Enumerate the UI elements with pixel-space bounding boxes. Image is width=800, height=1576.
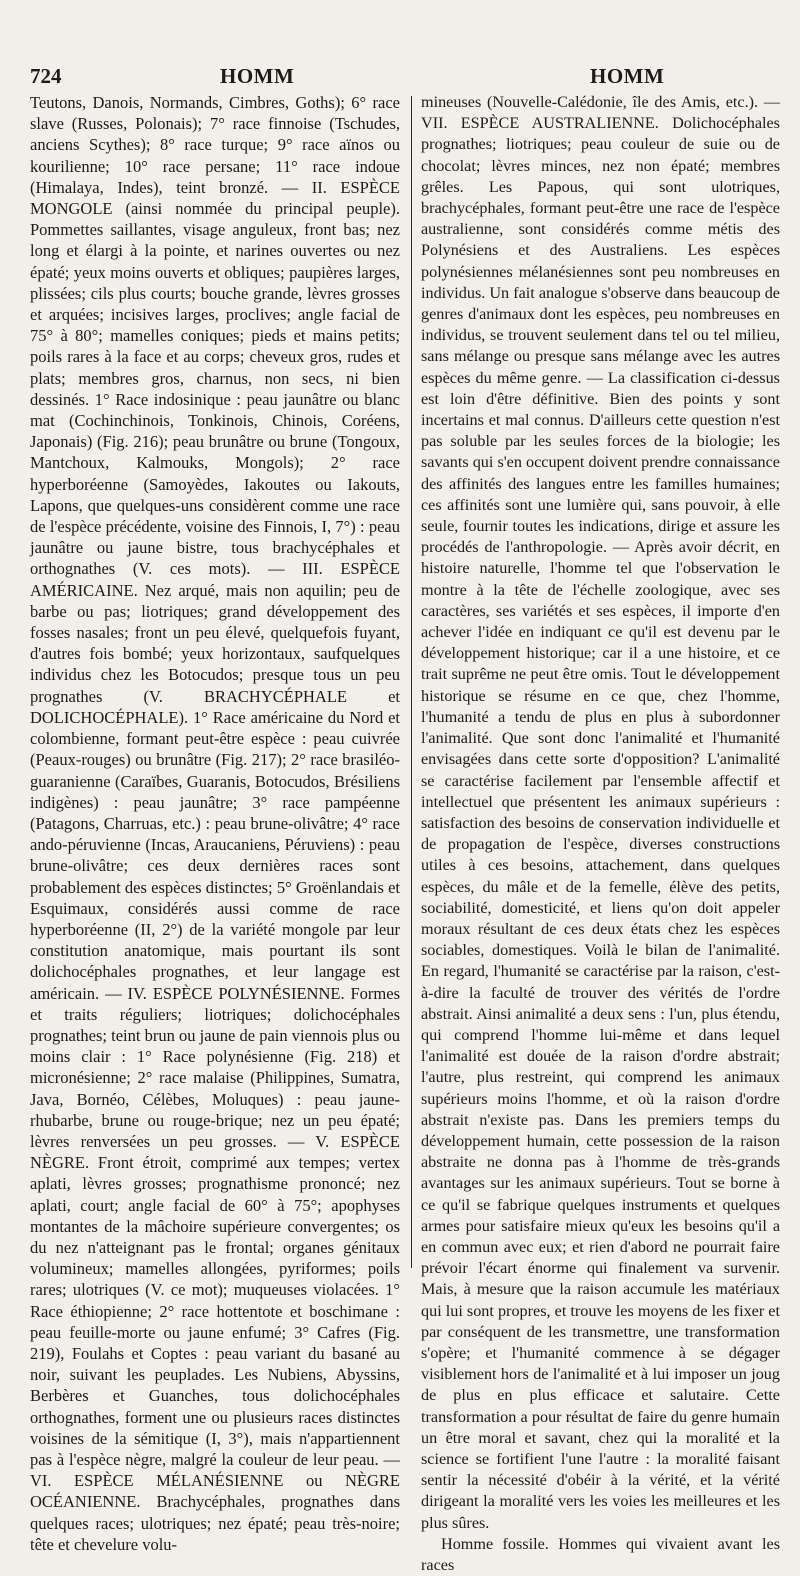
left-column-text: Teutons, Danois, Normands, Cimbres, Goths); 6° race slave (Russes, Polonais); 7° race finnoise (Tschudes, anciens Scythes); 8° race turque; 9° race aïnos ou kourilienne; 10° race persane; 11° race indoue (Himalaya, Indes), teint bronzé. — II. ESPÈCE MONGOLE (ainsi nommée du principal peuple). Pommettes saillantes, visage anguleux, front bas; nez long et élargi à la pointe, et narines ouvertes ou nez épaté; yeux moins ouverts et obliques; paupières larges, plissées; cils plus courts; bouche grande, lèvres grosses et arquées; incisives larges, proclives; angle facial de 75° à 80°; mamelles coniques; pieds et mains petits; poils rares à la face et au corps; cheveux gros, rudes et plats; membres gros, charnus, non secs, ni bien dessinés. 1° Race indosinique : peau jaunâtre ou blanc mat (Cochinchinois, Tonkinois, Chinois, Coréens, Japonais) (Fig. 216); peau brunâtre ou brune (Tongoux, Mantchoux, Kalmouks, Mongols); 2° race hyperboréenne (Samoyèdes, Iakoutes ou Iakouts, Lapons, que quelques-uns considèrent comme une race de l'espèce précédente, voisine des Finnois, I, 7°) : peau jaunâtre ou jaune bistre, tous brachycéphales et orthognathes (V. ces mots). — III. ESPÈCE AMÉRICAINE. Nez arqué, mais non aquilin; peu de barbe ou pas; liotriques; grand développement des fosses nasales; front un peu élevé, quelquefois fuyant, d'autres fois bombé; yeux horizontaux, saufquelques individus chez les Botocudos; presque tous un peu prognathes (V. BRACHYCÉPHALE et DOLICHOCÉPHALE). 1° Race américaine du Nord et colombienne, formant peut-être espèce : peau cuivrée (Peaux-rouges) ou brunâtre (Fig. 217); 2° race brasiléo-guaranienne (Caraïbes, Guaranis, Botocudos, Brésiliens indigènes) : peau jaunâtre; 3° race pampéenne (Patagons, Charruas, etc.) : peau brune-olivâtre; 4° race ando-péruvienne (Incas, Araucaniens, Péruviens) : peau brune-olivâtre; ces deux dernières races sont probablement des espèces distinctes; 5° Groënlandais et Esquimaux, considérés aussi comme de race hyperboréenne (II, 2°) de la variété mongole par leur constitution anatomique, mais pourtant ils sont dolichocéphales prognathes, et leur langage est américain. — IV. ESPÈCE POLYNÉSIENNE. Formes et traits réguliers; liotriques; dolichocéphales prognathes; teint brun ou jaune de pain viennois plus ou moins clair : 1° Race polynésienne (Fig. 218) et micronésienne; 2° race malaise (Philippines, Sumatra, Java, Bornéo, Célèbes, Moluques) : peau jaune-rhubarbe, brune ou rouge-brique; nez un peu épaté; lèvres renversées un peu grosses. — V. ESPÈCE NÈGRE. Front étroit, comprimé aux tempes; vertex aplati, lèvres grosses; prognathisme prononcé; nez aplati, court; angle facial de 60° à 75°; apophyses montantes de la mâchoire supérieure convergentes; os du nez n'atteignant pas le frontal; organes génitaux volumineux; mamelles allongées, pyriformes; poils rares; ulotriques (V. ce mot); muqueuses violacées. 1° Race éthiopienne; 2° race hottentote et boschimane : peau feuille-morte ou jaune enfumé; 3° Cafres (Fig. 219), Foulahs et Coptes : peau variant du basané au noir, suivant les peuplades. Les Nubiens, Abyssins, Berbères et Guanches, tous dolichocéphales orthognathes, forment une ou plusieurs races distinctes voisines de la sémitique (I, 3°), mais n'appartiennent pas à l'espèce nègre, malgré la couleur de leur peau. — VI. ESPÈCE MÉLANÉSIENNE ou NÈGRE OCÉANIENNE. Brachycéphales, prognathes dans quelques races; ulotriques; nez épaté; peau très-noire; tête et chevelure volu- <box>30 93 400 1554</box>
left-column <box>30 92 400 1554</box>
right-column-entry-homme-fossile: Homme fossile. Hommes qui vivaient avant les races <box>421 1534 780 1575</box>
column-divider <box>411 96 412 1268</box>
right-running-head: HOMM <box>590 64 665 88</box>
right-column-text: mineuses (Nouvelle-Calédonie, île des Amis, etc.). — VII. ESPÈCE AUSTRALIENNE. Dolichocéphales prognathes; liotriques; peau couleur de suie ou de chocolat; lèvres minces, nez non épaté; membres grêles. Les Papous, qui sont ulotriques, brachycéphales, formant peut-être une race de l'espèce australienne, sont considérés comme métis des Polynésiens et des Australiens. Les espèces polynésiennes mélanésiennes sont peu nombreuses en individus. Un fait analogue s'observe dans beaucoup de genres d'animaux dont les espèces, peu nombreuses en individus, se trouvent seulement dans tel ou tel milieu, sans mélange ou presque sans mélange avec les autres espèces du même genre. — La classification ci-dessus est loin d'être définitive. Bien des points y sont incertains et mal connus. D'ailleurs cette question n'est pas soluble par les seules forces de la biologie; les savants qui s'en occupent doivent prendre connaissance des affinités des langues entre les familles humaines; ces affinités sont une lumière qui, sans pouvoir, à elle seule, fournir toutes les indications, dirige et assure les procédés de l'anthropologie. — Après avoir décrit, en histoire naturelle, l'homme tel que l'observation le montre à la tête de l'échelle zoologique, avec ses caractères, ses variétés et ses espèces, il importe d'en achever l'idée en indiquant ce qu'il est devenu par le développement historique; car il a une histoire, et ce trait suprême ne peut être omis. Tout le développement historique se résume en ce que, chez l'homme, l'humanité a tendu de plus en plus à subordonner l'animalité. Que sont donc l'animalité et l'humanité envisagées dans cette sorte d'opposition? L'animalité se caractérise facilement par l'ensemble affectif et intellectuel que présentent les animaux supérieurs : satisfaction des besoins de conservation individuelle et de propagation de l'espèce, diverses constructions utiles à ces besoins, attachement, dans quelques espèces, du mâle et de la femelle, élève des petits, sociabilité, domesticité, et liens qu'on doit appeler moraux résultant de ces deux états chez les espèces sociables, domestiques. Voilà le bilan de l'animalité. En regard, l'humanité se caractérise par la raison, c'est-à-dire la faculté de trouver des vérités de l'ordre abstrait. Ainsi animalité a deux sens : l'un, plus étendu, qui comprend l'homme lui-même et dans lequel l'animalité est douée de la raison d'ordre abstrait; l'autre, plus restreint, qui comprend les animaux supérieurs moins l'homme, et où la raison d'ordre abstrait n'existe pas. Dans les premiers temps du développement humain, cette possession de la raison abstraite ne donna pas à l'homme de très-grands avantages sur les animaux supérieurs. Tout se borne à ce qu'il se fabrique quelques instruments et quelques armes pour satisfaire mieux qu'eux les besoins qu'il a en commun avec eux; et rien d'abord ne pourrait faire prévoir l'écart énorme qui finalement va survenir. Mais, à mesure que la raison accumule les matériaux qui lui sont propres, et trouve les moyens de les fixer et par conséquent de les transmettre, une transformation s'opère; et l'humanité commence à se dégager visiblement hors de l'animalité et à lui imposer un joug de plus en plus efficace et salutaire. Cette transformation a pour résultat de faire du genre humain un être moral et savant, chez qui la moralité et la science se fortifient l'une l'autre : la moralité faisant sentir la nécessité d'obéir à la vérité, et la vérité dirigeant la moralité vers les voies les meilleures et les plus sûres. <box>421 93 780 1532</box>
left-running-head: HOMM <box>220 64 295 88</box>
page-header <box>30 62 782 92</box>
page-number: 724 <box>30 64 62 88</box>
right-column <box>421 92 780 1575</box>
